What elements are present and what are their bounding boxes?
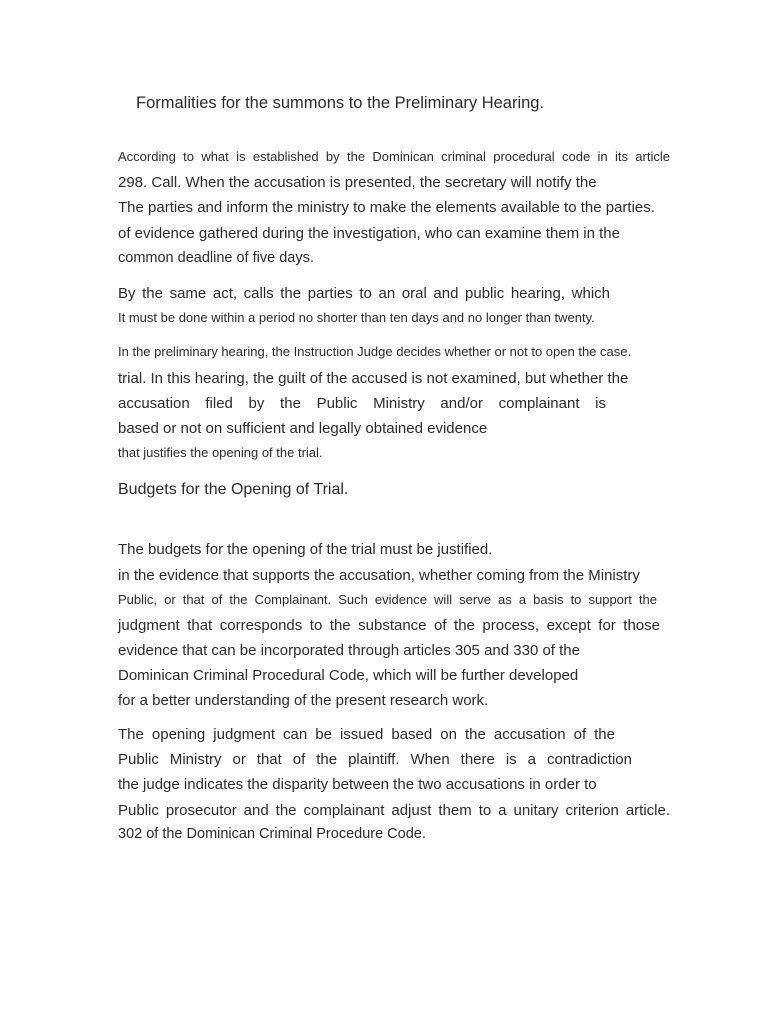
paragraph-5-line-2: Public Ministry or that of the plaintiff. When there is a contradiction	[118, 751, 632, 768]
paragraph-1-line-4: of evidence gathered during the investigation, who can examine them in the	[118, 225, 620, 242]
paragraph-3-line-5: that justifies the opening of the trial.	[118, 445, 323, 460]
section-heading: Budgets for the Opening of Trial.	[118, 481, 349, 498]
paragraph-4-line-3: Public, or that of the Complainant. Such evidence will serve as a basis to support the	[118, 592, 657, 607]
paragraph-3-line-2: trial. In this hearing, the guilt of the accused is not examined, but whether the	[118, 370, 629, 387]
document-title: Formalities for the summons to the Preliminary Hearing.	[136, 94, 545, 112]
paragraph-5-line-5: 302 of the Dominican Criminal Procedure Code.	[118, 826, 426, 842]
paragraph-1-line-3: The parties and inform the ministry to make the elements available to the parties.	[118, 199, 655, 216]
paragraph-5-line-3: the judge indicates the disparity between the two accusations in order to	[118, 776, 597, 793]
paragraph-3-line-3: accusation filed by the Public Ministry and/or complainant is	[118, 395, 606, 412]
paragraph-4-line-1: The budgets for the opening of the trial must be justified.	[118, 541, 493, 558]
paragraph-3-line-4: based or not on sufficient and legally obtained evidence	[118, 420, 488, 437]
paragraph-5-line-4: Public prosecutor and the complainant adjust them to a unitary criterion article.	[118, 802, 670, 819]
paragraph-2-line-2: It must be done within a period no shorter than ten days and no longer than twenty.	[118, 310, 595, 325]
paragraph-2-line-1: By the same act, calls the parties to an oral and public hearing, which	[118, 285, 610, 302]
paragraph-5-line-1: The opening judgment can be issued based on the accusation of the	[118, 726, 615, 743]
paragraph-4-line-6: Dominican Criminal Procedural Code, which will be further developed	[118, 667, 579, 684]
paragraph-3-line-1: In the preliminary hearing, the Instruction Judge decides whether or not to open the case.	[118, 344, 632, 359]
paragraph-1-line-5: common deadline of five days.	[118, 250, 314, 266]
paragraph-1-line-2: 298. Call. When the accusation is presented, the secretary will notify the	[118, 174, 597, 191]
paragraph-4-line-2: in the evidence that supports the accusation, whether coming from the Ministry	[118, 567, 640, 584]
paragraph-4-line-4: judgment that corresponds to the substance of the process, except for those	[118, 617, 660, 634]
paragraph-4-line-5: evidence that can be incorporated through articles 305 and 330 of the	[118, 642, 580, 659]
paragraph-4-line-7: for a better understanding of the present research work.	[118, 692, 489, 709]
paragraph-1-line-1: According to what is established by the Dominican criminal procedural code in its article	[118, 149, 670, 164]
